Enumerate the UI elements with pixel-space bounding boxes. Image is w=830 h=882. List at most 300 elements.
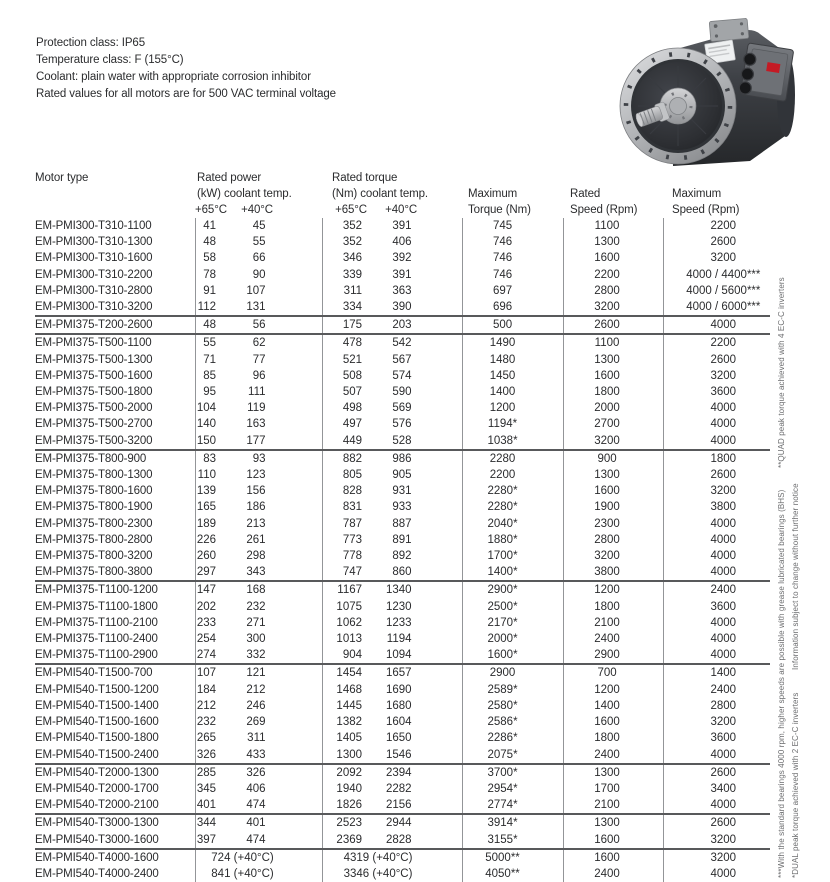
table-row [35, 483, 770, 499]
table-row [35, 781, 770, 797]
rated-power-65c-cell: 107 [195, 664, 240, 681]
max-torque-cell: 1600* [462, 647, 563, 664]
motor-type-cell: EM-PMI540-T2000-1300 [35, 764, 195, 781]
rated-power-40c-cell: 96 [252, 369, 266, 382]
motor-type-cell: EM-PMI375-T800-3200 [35, 550, 153, 563]
max-torque-cell: 2954* [462, 781, 563, 797]
motor-type-cell: EM-PMI375-T200-2600 [35, 316, 195, 334]
rated-torque-40c-cell: 574 [392, 369, 412, 382]
max-torque-cell: 2286* [462, 730, 563, 746]
max-torque-cell: 3700* [462, 764, 563, 781]
max-speed-cell: 2600 [663, 352, 770, 368]
rated-power-65c-cell: 71 [195, 352, 240, 368]
table-row [35, 250, 770, 266]
max-speed-cell: 2400 [663, 682, 770, 698]
rated-speed-cell: 2200 [563, 267, 663, 283]
table-row [35, 234, 770, 250]
motor-type-cell: EM-PMI375-T1100-2400 [35, 633, 158, 646]
rated-power-40c-cell: 401 [240, 814, 322, 831]
rated-torque-40c-cell: 406 [392, 236, 412, 249]
rated-torque-40c-cell: 931 [392, 485, 412, 498]
rated-power-65c-cell: 397 [195, 832, 240, 849]
rated-torque-65c-cell: 1382 [322, 714, 378, 730]
rated-power-65c-cell: 254 [195, 631, 240, 647]
rated-torque-40c-cell: 2828 [385, 833, 412, 846]
rated-torque-65c-cell: 1013 [322, 631, 378, 647]
rated-power-40c-cell: 332 [246, 649, 266, 662]
rated-torque-65c-cell: 339 [322, 267, 378, 283]
max-torque-cell: 3155* [462, 832, 563, 849]
max-torque-cell: 2580* [462, 698, 563, 714]
table-row [35, 267, 770, 283]
rated-torque-40c-cell: 576 [392, 418, 412, 431]
motor-type-cell: EM-PMI375-T800-1900 [35, 501, 153, 514]
rated-power-40c-cell: 433 [246, 748, 266, 761]
rated-torque-65c-cell: 778 [322, 548, 378, 564]
table-row [35, 730, 770, 746]
table-row [35, 532, 770, 548]
rated-power-40c-cell: 271 [246, 616, 266, 629]
rated-values-line: Rated values for all motors are for 500 VAC terminal voltage [36, 88, 336, 100]
rated-power-merged-cell: 724 (+40°C) [195, 849, 322, 866]
header-rated-torque: Rated torque [332, 172, 398, 184]
max-speed-cell: 4000 [663, 400, 770, 416]
motor-type-cell: EM-PMI540-T1500-1600 [35, 716, 159, 729]
rated-power-40c-cell: 177 [246, 434, 266, 447]
rated-torque-merged-cell: 4319 (+40°C) [322, 849, 462, 866]
max-torque-cell: 2900 [462, 664, 563, 681]
rated-torque-40c-cell: 1094 [385, 649, 412, 662]
motor-type-cell: EM-PMI300-T310-1300 [35, 236, 153, 249]
max-speed-cell: 4000 [663, 564, 770, 581]
table-row [35, 747, 770, 764]
table-row [35, 368, 770, 384]
rated-power-40c-cell: 168 [240, 581, 322, 598]
rated-torque-65c-cell: 1300 [322, 747, 378, 764]
rated-torque-40c-cell: 1340 [378, 581, 462, 598]
max-torque-cell: 1700* [462, 548, 563, 564]
rated-speed-cell: 1100 [563, 218, 663, 234]
rated-torque-65c-cell: 352 [322, 234, 378, 250]
max-speed-cell: 4000 [663, 548, 770, 564]
rated-power-40c-cell: 406 [246, 782, 266, 795]
rated-torque-65c-cell: 1826 [322, 797, 378, 814]
motor-type-cell: EM-PMI540-T1500-2400 [35, 748, 159, 761]
rated-torque-40c-cell: 1690 [385, 683, 412, 696]
max-torque-cell: 2500* [462, 599, 563, 615]
rated-power-40c-cell: 93 [240, 450, 322, 467]
rated-torque-65c-cell: 478 [322, 334, 378, 351]
max-torque-cell: 1490 [462, 334, 563, 351]
rated-torque-65c-cell: 2369 [322, 832, 378, 849]
rated-torque-65c-cell: 334 [322, 299, 378, 316]
rated-torque-40c-cell: 1650 [385, 732, 412, 745]
motor-illustration [620, 18, 795, 166]
table-row [35, 499, 770, 515]
max-torque-cell: 5000** [462, 849, 563, 866]
rated-power-65c-cell: 326 [195, 747, 240, 764]
rated-torque-65c-cell: 1062 [322, 615, 378, 631]
motor-photo [598, 8, 823, 173]
rated-torque-40c-cell: 2394 [378, 764, 462, 781]
max-speed-cell: 2600 [663, 764, 770, 781]
rated-speed-cell: 2800 [563, 532, 663, 548]
rated-torque-40c-cell: 1230 [385, 600, 412, 613]
rated-torque-65c-cell: 787 [322, 516, 378, 532]
max-speed-cell: 4000 [663, 316, 770, 334]
rated-power-65c-cell: 212 [195, 698, 240, 714]
motor-terminal-box [738, 43, 794, 102]
rated-torque-65c-cell: 2092 [322, 764, 378, 781]
rated-power-40c-cell: 77 [252, 353, 266, 366]
rated-torque-40c-cell: 887 [392, 517, 412, 530]
rated-power-40c-cell: 111 [248, 386, 266, 399]
max-speed-cell: 3200 [663, 714, 770, 730]
rated-torque-40c-cell: 1604 [385, 716, 412, 729]
max-torque-cell: 2170* [462, 615, 563, 631]
rated-power-40c-cell: 246 [246, 699, 266, 712]
header-rated-power-sub: (kW) coolant temp. [197, 188, 292, 200]
max-speed-cell: 2800 [663, 698, 770, 714]
rated-power-65c-cell: 112 [195, 299, 240, 316]
rated-speed-cell: 3200 [563, 433, 663, 450]
rated-speed-cell: 1800 [563, 730, 663, 746]
rated-speed-cell: 2800 [563, 283, 663, 299]
rated-power-65c-cell: 41 [195, 218, 240, 234]
rated-torque-40c-cell: 590 [392, 386, 412, 399]
rated-power-65c-cell: 202 [195, 599, 240, 615]
rated-power-65c-cell: 297 [195, 564, 240, 581]
max-speed-cell: 2600 [663, 467, 770, 483]
max-speed-cell: 4000 [663, 631, 770, 647]
motor-type-cell: EM-PMI540-T2000-2100 [35, 799, 159, 812]
max-speed-cell: 3200 [663, 483, 770, 499]
rated-power-40c-cell: 261 [246, 533, 266, 546]
rated-power-65c-cell: 233 [195, 615, 240, 631]
max-speed-cell: 3600 [663, 730, 770, 746]
max-speed-cell: 4000 [663, 797, 770, 814]
motor-type-cell: EM-PMI375-T800-2800 [35, 533, 153, 546]
rated-power-40c-cell: 212 [246, 683, 266, 696]
max-speed-cell: 3200 [663, 250, 770, 266]
rated-speed-cell: 900 [563, 450, 663, 467]
rated-power-65c-cell: 345 [195, 781, 240, 797]
header-max-torque-line1: Maximum [468, 188, 518, 200]
footnote-bearings: ***With the standard bearings 4000 rpm, higher speeds are possible with grease lubricated bearings (BHS) [777, 489, 786, 878]
rated-torque-65c-cell: 508 [322, 368, 378, 384]
rated-power-65c-cell: 274 [195, 647, 240, 664]
table-row [35, 400, 770, 416]
header-rated-speed-line2: Speed (Rpm) [570, 204, 638, 216]
max-torque-cell: 1480 [462, 352, 563, 368]
rated-torque-65c-cell: 311 [322, 283, 378, 299]
rated-power-40c-cell: 343 [246, 566, 266, 579]
motor-type-cell: EM-PMI375-T800-2300 [35, 517, 153, 530]
rated-power-65c-cell: 139 [195, 483, 240, 499]
motor-spec-table [35, 170, 770, 882]
motor-type-cell: EM-PMI540-T1500-1200 [35, 683, 159, 696]
table-row [35, 384, 770, 400]
rated-power-65c-cell: 189 [195, 516, 240, 532]
table-row [35, 334, 770, 351]
max-torque-cell: 1200 [462, 400, 563, 416]
rated-torque-65c-cell: 773 [322, 532, 378, 548]
rated-power-65c-cell: 184 [195, 682, 240, 698]
rated-power-65c-cell: 48 [195, 234, 240, 250]
table-row [35, 698, 770, 714]
rated-speed-cell: 1400 [563, 698, 663, 714]
rated-power-65c-cell: 104 [195, 400, 240, 416]
motor-top-bracket [709, 18, 749, 41]
motor-type-cell: EM-PMI375-T1100-1200 [35, 581, 195, 598]
header-motor-type: Motor type [35, 172, 89, 184]
rated-speed-cell: 1300 [563, 467, 663, 483]
table-row [35, 599, 770, 615]
table-row [35, 548, 770, 564]
header-rated-power: Rated power [197, 172, 262, 184]
rated-speed-cell: 1800 [563, 384, 663, 400]
rated-power-40c-cell: 311 [247, 732, 266, 745]
table-row [35, 467, 770, 483]
motor-type-cell: EM-PMI375-T500-1800 [35, 386, 153, 399]
rated-torque-40c-cell: 2944 [378, 814, 462, 831]
max-torque-cell: 2280 [462, 450, 563, 467]
max-speed-cell: 4000 [663, 532, 770, 548]
spec-notes [36, 35, 336, 103]
header-power-40c: +40°C [241, 204, 274, 216]
table-row [35, 581, 770, 598]
max-torque-cell: 696 [462, 299, 563, 316]
max-speed-cell: 2400 [663, 581, 770, 598]
motor-type-cell: EM-PMI375-T800-1600 [35, 485, 153, 498]
motor-type-cell: EM-PMI300-T310-2800 [35, 284, 153, 297]
rated-power-40c-cell: 62 [240, 334, 322, 351]
table-row [35, 631, 770, 647]
rated-torque-40c-cell: 391 [392, 268, 412, 281]
rated-power-65c-cell: 110 [195, 467, 240, 483]
rated-torque-65c-cell: 521 [322, 352, 378, 368]
rated-speed-cell: 2400 [563, 631, 663, 647]
rated-torque-65c-cell: 1940 [322, 781, 378, 797]
max-torque-cell: 2589* [462, 682, 563, 698]
max-torque-cell: 2586* [462, 714, 563, 730]
rated-speed-cell: 1600 [563, 368, 663, 384]
rated-power-65c-cell: 95 [195, 384, 240, 400]
motor-type-cell: EM-PMI540-T1500-1800 [35, 732, 159, 745]
rated-speed-cell: 1200 [563, 682, 663, 698]
rated-torque-65c-cell: 831 [322, 499, 378, 515]
motor-type-cell: EM-PMI375-T500-1100 [35, 334, 195, 351]
max-torque-cell: 1400* [462, 564, 563, 581]
table-row [35, 714, 770, 730]
max-speed-cell: 4000 [663, 416, 770, 432]
max-torque-cell: 2200 [462, 467, 563, 483]
rated-power-65c-cell: 83 [195, 450, 240, 467]
table-row [35, 299, 770, 316]
rated-power-65c-cell: 226 [195, 532, 240, 548]
rated-torque-65c-cell: 507 [322, 384, 378, 400]
max-speed-cell: 3200 [663, 849, 770, 866]
rated-power-40c-cell: 131 [246, 301, 266, 314]
table-row [35, 647, 770, 664]
motor-type-cell: EM-PMI375-T500-1300 [35, 353, 153, 366]
rated-power-40c-cell: 474 [246, 833, 266, 846]
motor-type-cell: EM-PMI375-T500-1600 [35, 369, 153, 382]
motor-type-cell: EM-PMI375-T500-2000 [35, 402, 153, 415]
rated-power-65c-cell: 85 [195, 368, 240, 384]
motor-type-cell: EM-PMI375-T500-2700 [35, 418, 153, 431]
rated-power-65c-cell: 150 [195, 433, 240, 450]
max-speed-cell: 4000 [663, 433, 770, 450]
max-torque-cell: 3914* [462, 814, 563, 831]
rated-speed-cell: 3200 [563, 548, 663, 564]
max-torque-cell: 1038* [462, 433, 563, 450]
rated-torque-40c-cell: 392 [392, 252, 412, 265]
motor-type-cell: EM-PMI375-T1100-2900 [35, 649, 158, 662]
header-max-speed-line1: Maximum [672, 188, 722, 200]
header-max-torque-line2: Torque (Nm) [468, 204, 531, 216]
max-speed-cell: 4000 [663, 866, 770, 882]
rated-torque-40c-cell: 567 [392, 353, 412, 366]
shaft-center [670, 98, 687, 115]
rated-torque-65c-cell: 747 [322, 564, 378, 581]
rated-speed-cell: 2300 [563, 516, 663, 532]
rated-torque-65c-cell: 828 [322, 483, 378, 499]
rated-speed-cell: 1600 [563, 250, 663, 266]
rated-speed-cell: 700 [563, 664, 663, 681]
rated-torque-40c-cell: 891 [392, 533, 412, 546]
rated-speed-cell: 2900 [563, 647, 663, 664]
max-speed-cell: 4000 [663, 516, 770, 532]
table-body [35, 218, 770, 882]
max-speed-cell: 3200 [663, 368, 770, 384]
rated-speed-cell: 2100 [563, 797, 663, 814]
coolant-line: Coolant: plain water with appropriate corrosion inhibitor [36, 71, 311, 83]
rated-speed-cell: 2100 [563, 615, 663, 631]
rated-speed-cell: 1300 [563, 352, 663, 368]
rated-power-65c-cell: 401 [195, 797, 240, 814]
max-torque-cell: 2000* [462, 631, 563, 647]
rated-speed-cell: 1300 [563, 764, 663, 781]
rated-power-40c-cell: 232 [246, 600, 266, 613]
rated-torque-40c-cell: 569 [392, 402, 412, 415]
rated-power-40c-cell: 119 [247, 402, 266, 415]
rated-torque-65c-cell: 1454 [322, 664, 378, 681]
max-speed-cell: 3800 [663, 499, 770, 515]
max-speed-cell: 3600 [663, 599, 770, 615]
max-speed-cell: 2600 [663, 234, 770, 250]
rated-torque-40c-cell: 1546 [385, 748, 412, 761]
max-speed-cell: 3600 [663, 384, 770, 400]
rated-speed-cell: 1700 [563, 781, 663, 797]
max-torque-cell: 1450 [462, 368, 563, 384]
max-speed-cell: 4000 [663, 747, 770, 764]
rated-torque-40c-cell: 860 [392, 566, 412, 579]
header-rated-torque-sub: (Nm) coolant temp. [332, 188, 428, 200]
motor-type-cell: EM-PMI540-T1500-1400 [35, 699, 159, 712]
footnote-information: Information subject to change without further notice [791, 483, 800, 670]
rated-torque-merged-cell: 3346 (+40°C) [322, 866, 462, 882]
temperature-class-line: Temperature class: F (155°C) [36, 54, 184, 66]
rated-torque-65c-cell: 497 [322, 416, 378, 432]
rated-speed-cell: 1600 [563, 832, 663, 849]
max-torque-cell: 2075* [462, 747, 563, 764]
rated-torque-65c-cell: 1468 [322, 682, 378, 698]
rated-power-40c-cell: 186 [246, 501, 266, 514]
max-torque-cell: 2774* [462, 797, 563, 814]
max-torque-cell: 1194* [462, 416, 563, 432]
rated-torque-40c-cell: 892 [392, 550, 412, 563]
rated-power-65c-cell: 55 [195, 334, 240, 351]
rated-power-40c-cell: 55 [252, 236, 266, 249]
rated-torque-65c-cell: 882 [322, 450, 378, 467]
max-speed-cell: 2200 [663, 334, 770, 351]
rated-torque-40c-cell: 363 [392, 284, 412, 297]
max-speed-cell: 2600 [663, 814, 770, 831]
motor-type-cell: EM-PMI375-T800-1300 [35, 469, 153, 482]
table-row [35, 849, 770, 866]
rated-torque-65c-cell: 1405 [322, 730, 378, 746]
rated-power-40c-cell: 156 [246, 485, 266, 498]
rated-speed-cell: 2600 [563, 316, 663, 334]
rated-torque-40c-cell: 203 [378, 316, 462, 334]
rated-power-65c-cell: 344 [195, 814, 240, 831]
rated-torque-40c-cell: 1680 [385, 699, 412, 712]
table-row [35, 218, 770, 234]
table-row [35, 682, 770, 698]
motor-type-cell: EM-PMI375-T800-3800 [35, 566, 153, 579]
rated-power-65c-cell: 147 [195, 581, 240, 598]
motor-type-cell: EM-PMI540-T2000-1700 [35, 782, 159, 795]
header-rated-speed-line1: Rated [570, 188, 601, 200]
rated-torque-40c-cell: 390 [392, 301, 412, 314]
rated-speed-cell: 3200 [563, 299, 663, 316]
max-speed-cell: 4000 [663, 615, 770, 631]
rated-torque-65c-cell: 2523 [322, 814, 378, 831]
rated-torque-40c-cell: 528 [392, 434, 412, 447]
rated-power-40c-cell: 213 [246, 517, 266, 530]
max-torque-cell: 2040* [462, 516, 563, 532]
motor-type-cell: EM-PMI540-T4000-1600 [35, 849, 195, 866]
max-torque-cell: 500 [462, 316, 563, 334]
rated-power-40c-cell: 107 [246, 284, 266, 297]
footnote-dual-torque: *DUAL peak torque achieved with 2 EC-C inverters [791, 692, 800, 878]
max-speed-cell: 4000 / 4400*** [663, 267, 770, 283]
rated-torque-40c-cell: 933 [392, 501, 412, 514]
motor-type-cell: EM-PMI540-T3000-1600 [35, 833, 159, 846]
max-speed-cell: 1400 [663, 664, 770, 681]
table-row [35, 450, 770, 467]
protection-class-line: Protection class: IP65 [36, 37, 146, 49]
rated-power-40c-cell: 163 [246, 418, 266, 431]
rated-power-40c-cell: 90 [252, 268, 266, 281]
rated-speed-cell: 1900 [563, 499, 663, 515]
rated-power-40c-cell: 269 [246, 716, 266, 729]
rated-speed-cell: 1600 [563, 714, 663, 730]
rated-torque-40c-cell: 1657 [378, 664, 462, 681]
table-row [35, 664, 770, 681]
motor-type-cell: EM-PMI375-T1100-1800 [35, 600, 158, 613]
max-torque-cell: 1400 [462, 384, 563, 400]
rated-torque-40c-cell: 391 [392, 220, 412, 232]
rated-power-40c-cell: 474 [246, 799, 266, 812]
rated-speed-cell: 1100 [563, 334, 663, 351]
rated-torque-65c-cell: 1167 [322, 581, 378, 598]
header-torque-40c: +40°C [385, 204, 418, 216]
rated-speed-cell: 1600 [563, 849, 663, 866]
rated-power-40c-cell: 45 [252, 220, 266, 232]
max-speed-cell: 3200 [663, 832, 770, 849]
